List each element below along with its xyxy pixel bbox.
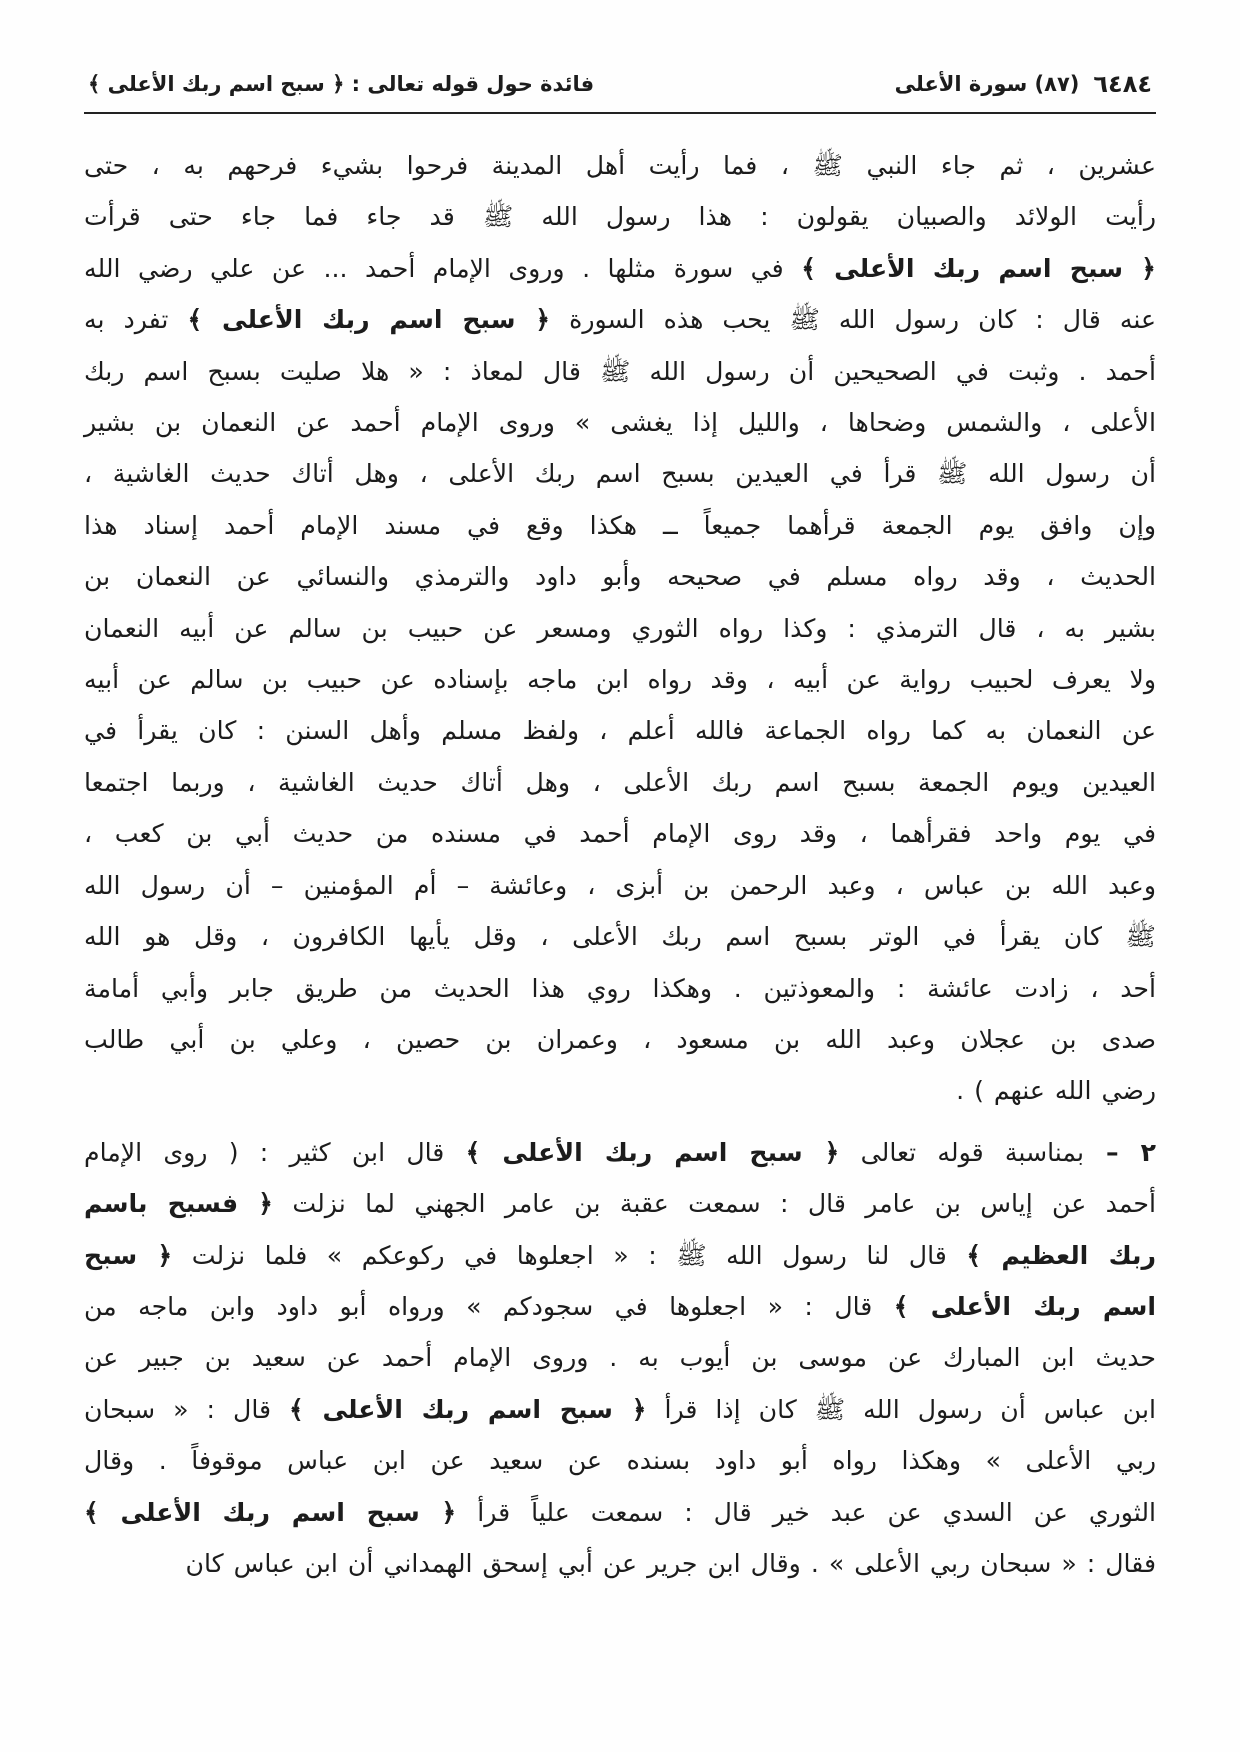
text-line (84, 1332, 1156, 1383)
text-line (84, 140, 1156, 191)
paragraph-2 (84, 1127, 1156, 1590)
body-text (84, 140, 1156, 1589)
text-line (84, 448, 1156, 499)
text-run: في يوم واحد فقرأهما ، وقد روى الإمام أحمد في مسنده من حديث أبي بن كعب ، (84, 819, 1156, 849)
text-line (84, 1487, 1156, 1538)
quran-quote: ﴿ فسبح باسم (84, 1189, 274, 1219)
text-line (84, 1065, 1156, 1116)
text-line (84, 860, 1156, 911)
text-run: تفرد به (84, 305, 188, 335)
text-run: عن النعمان به كما رواه الجماعة فالله أعلم ، ولفظ مسلم وأهل السنن : كان يقرأ في (84, 716, 1156, 746)
text-run: في سورة مثلها . وروى الإمام أحمد ... عن علي رضي الله (84, 253, 802, 283)
text-run: العيدين ويوم الجمعة بسبح اسم ربك الأعلى ، وهل أتاك حديث الغاشية ، وربما اجتمعا (84, 767, 1156, 797)
text-line (84, 963, 1156, 1014)
header-rule (84, 112, 1156, 114)
text-run: ولا يعرف لحبيب رواية عن أبيه ، وقد رواه ابن ماجه بإسناده عن حبيب بن سالم عن أبيه (84, 665, 1156, 695)
text-line (84, 191, 1156, 242)
text-line (84, 911, 1156, 962)
quran-quote: ربك العظيم ﴾ (966, 1240, 1156, 1270)
paragraph-1 (84, 140, 1156, 1117)
text-line (84, 551, 1156, 602)
text-line (84, 1435, 1156, 1486)
text-line (84, 1127, 1156, 1178)
quran-quote: ﴿ سبح اسم ربك الأعلى ﴾ (465, 1137, 840, 1167)
text-run: أن رسول الله ﷺ قرأ في العيدين بسبح اسم ربك الأعلى ، وهل أتاك حديث الغاشية ، (84, 459, 1156, 489)
quran-quote: ﴿ سبح اسم ربك الأعلى ﴾ (801, 253, 1156, 283)
text-line (84, 757, 1156, 808)
header-right-group (895, 70, 1152, 98)
text-run: رأيت الولائد والصبيان يقولون : هذا رسول الله ﷺ قد جاء فما جاء حتى قرأت (84, 202, 1156, 232)
text-run: بمناسبة قوله تعالى (839, 1137, 1084, 1167)
text-run: عشرين ، ثم جاء النبي ﷺ ، فما رأيت أهل المدينة فرحوا بشيء فرحهم به ، حتى (84, 151, 1156, 180)
text-run: قال : « سبحان (84, 1394, 290, 1424)
header-topic: فائدة حول قوله تعالى : ﴿ سبح اسم ربك الأعلى ﴾ (88, 72, 595, 96)
text-line (84, 346, 1156, 397)
text-line (84, 705, 1156, 756)
text-run: صدى بن عجلان وعبد الله بن مسعود ، وعمران بن حصين ، وعلي بن أبي طالب (84, 1024, 1156, 1054)
quran-quote: ٢ – (1083, 1137, 1156, 1167)
quran-quote: اسم ربك الأعلى ﴾ (893, 1291, 1157, 1321)
text-run: رضي الله عنهم ) . (956, 1076, 1156, 1106)
text-line (84, 397, 1156, 448)
text-line (84, 1384, 1156, 1435)
text-run: الأعلى ، والشمس وضحاها ، والليل إذا يغشى » وروى الإمام أحمد عن النعمان بن بشير (84, 408, 1156, 438)
text-run: قال : « اجعلوها في سجودكم » ورواه أبو داود وابن ماجه من (84, 1291, 894, 1321)
text-run: قال ابن كثير : ( روى الإمام (84, 1137, 466, 1167)
quran-quote: ﴿ سبح اسم ربك الأعلى ﴾ (84, 1497, 457, 1527)
text-run: حديث ابن المبارك عن موسى بن أيوب به . وروى الإمام أحمد عن سعيد بن جبير عن (84, 1343, 1156, 1373)
text-run: أحمد . وثبت في الصحيحين أن رسول الله ﷺ قال لمعاذ : « هلا صليت بسبح اسم ربك (84, 356, 1156, 386)
quran-quote: ﴿ سبح اسم ربك الأعلى ﴾ (187, 305, 551, 335)
text-line (84, 1178, 1156, 1229)
text-run: فقال : « سبحان ربي الأعلى » . وقال ابن جرير عن أبي إسحق الهمداني أن ابن عباس كان (185, 1548, 1156, 1578)
text-line (84, 1230, 1156, 1281)
text-line (84, 603, 1156, 654)
text-run: عنه قال : كان رسول الله ﷺ يحب هذه السورة (550, 305, 1156, 335)
quran-quote: ﴿ سبح (84, 1240, 173, 1270)
surah-title: (٨٧) سورة الأعلى (894, 72, 1080, 96)
running-header (88, 62, 1152, 106)
text-line (84, 1281, 1156, 1332)
text-run: أحمد عن إياس بن عامر قال : سمعت عقبة بن عامر الجهني لما نزلت (273, 1189, 1156, 1219)
text-run: أحد ، زادت عائشة : والمعوذتين . وهكذا روي هذا الحديث من طريق جابر وأبي أمامة (84, 973, 1156, 1003)
text-run: وإن وافق يوم الجمعة قرأهما جميعاً ــ هكذا وقع في مسند الإمام أحمد إسناد هذا (84, 510, 1156, 540)
quran-quote: ﴿ سبح اسم ربك الأعلى ﴾ (289, 1394, 647, 1424)
text-line (84, 294, 1156, 345)
text-line (84, 500, 1156, 551)
text-line (84, 1014, 1156, 1065)
text-run: الحديث ، وقد رواه مسلم في صحيحه وأبو داود والترمذي والنسائي عن النعمان بن (84, 562, 1156, 592)
text-run: الثوري عن السدي عن عبد خير قال : سمعت علياً قرأ (456, 1497, 1156, 1527)
text-run: ابن عباس أن رسول الله ﷺ كان إذا قرأ (646, 1394, 1156, 1424)
text-line (84, 243, 1156, 294)
text-run: ربي الأعلى » وهكذا رواه أبو داود بسنده عن سعيد عن ابن عباس موقوفاً . وقال (84, 1446, 1156, 1476)
text-run: بشير به ، قال الترمذي : وكذا رواه الثوري ومسعر عن حبيب بن سالم عن أبيه النعمان (84, 613, 1156, 643)
text-run: وعبد الله بن عباس ، وعبد الرحمن بن أبزى ، وعائشة – أم المؤمنين – أن رسول الله (84, 870, 1156, 900)
page-number: ٦٤٨٤ (1093, 70, 1152, 98)
text-line (84, 654, 1156, 705)
text-run: قال لنا رسول الله ﷺ : « اجعلوها في ركوعكم » فلما نزلت (172, 1240, 967, 1270)
text-line (84, 1538, 1156, 1589)
text-run: ﷺ كان يقرأ في الوتر بسبح اسم ربك الأعلى ، وقل يأيها الكافرون ، وقل هو الله (84, 922, 1156, 952)
text-line (84, 808, 1156, 859)
